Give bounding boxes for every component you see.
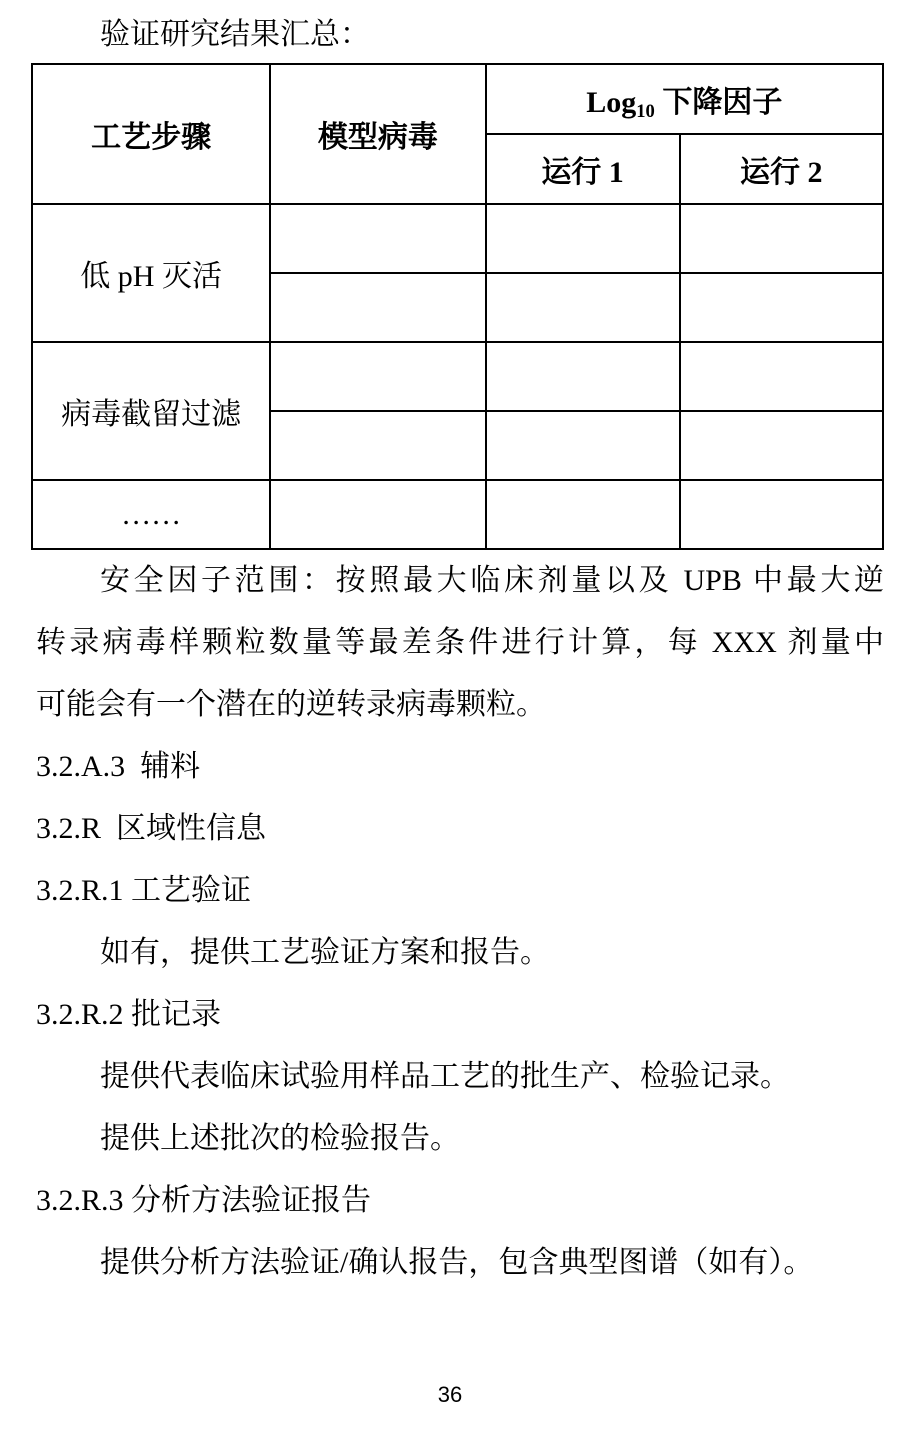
cell-empty <box>270 204 485 273</box>
log-subscript: 10 <box>636 100 655 122</box>
intro-line: 验证研究结果汇总： <box>100 18 370 51</box>
col-header-run2: 运行 2 <box>680 134 883 204</box>
para-batch-records-1: 提供代表临床试验用样品工艺的批生产、检验记录。 <box>100 1060 790 1093</box>
table-row <box>32 342 883 411</box>
page-number: 36 <box>437 1382 463 1407</box>
cell-empty <box>486 342 680 411</box>
cell-empty <box>680 204 883 273</box>
heading-analytical-method: 3.2.R.3 分析方法验证报告 <box>36 1184 372 1217</box>
log-prefix: Log <box>586 86 637 119</box>
cell-process-ellipsis: …… <box>32 480 270 549</box>
safety-paragraph-line1: 安全因子范围：按照最大临床剂量以及 UPB 中最大逆 <box>100 564 884 597</box>
col-header-run1: 运行 1 <box>486 134 680 204</box>
cell-empty <box>270 342 485 411</box>
cell-process-virus-filtration: 病毒截留过滤 <box>32 342 270 480</box>
heading-regional-info: 3.2.R 区域性信息 <box>36 812 267 845</box>
cell-empty <box>486 204 680 273</box>
safety-paragraph-line3: 可能会有一个潜在的逆转录病毒颗粒。 <box>36 688 546 721</box>
cell-empty <box>486 411 680 480</box>
cell-empty <box>486 273 680 342</box>
log-suffix: 下降因子 <box>654 86 783 119</box>
cell-empty <box>486 480 680 549</box>
cell-process-low-ph: 低 pH 灭活 <box>32 204 270 342</box>
cell-empty <box>270 273 485 342</box>
document-body <box>36 550 884 1294</box>
table-header-row-1 <box>32 64 883 134</box>
table-row <box>32 204 883 273</box>
safety-paragraph-line2: 转录病毒样颗粒数量等最差条件进行计算，每 XXX 剂量中 <box>36 626 884 659</box>
table-row <box>32 480 883 549</box>
heading-process-validation: 3.2.R.1 工艺验证 <box>36 874 252 907</box>
para-batch-records-2: 提供上述批次的检验报告。 <box>100 1122 460 1155</box>
col-header-model-virus: 模型病毒 <box>270 64 485 204</box>
cell-empty <box>270 411 485 480</box>
para-analytical-method: 提供分析方法验证/确认报告，包含典型图谱（如有）。 <box>100 1246 814 1279</box>
cell-empty <box>680 273 883 342</box>
heading-excipients: 3.2.A.3 辅料 <box>36 750 201 783</box>
heading-batch-records: 3.2.R.2 批记录 <box>36 998 222 1031</box>
cell-empty <box>680 342 883 411</box>
col-header-log-reduction <box>486 64 883 134</box>
cell-empty <box>680 480 883 549</box>
para-process-validation: 如有，提供工艺验证方案和报告。 <box>100 936 550 969</box>
cell-empty <box>270 480 485 549</box>
validation-results-table <box>31 63 884 550</box>
cell-empty <box>680 411 883 480</box>
col-header-process-step: 工艺步骤 <box>32 64 270 204</box>
